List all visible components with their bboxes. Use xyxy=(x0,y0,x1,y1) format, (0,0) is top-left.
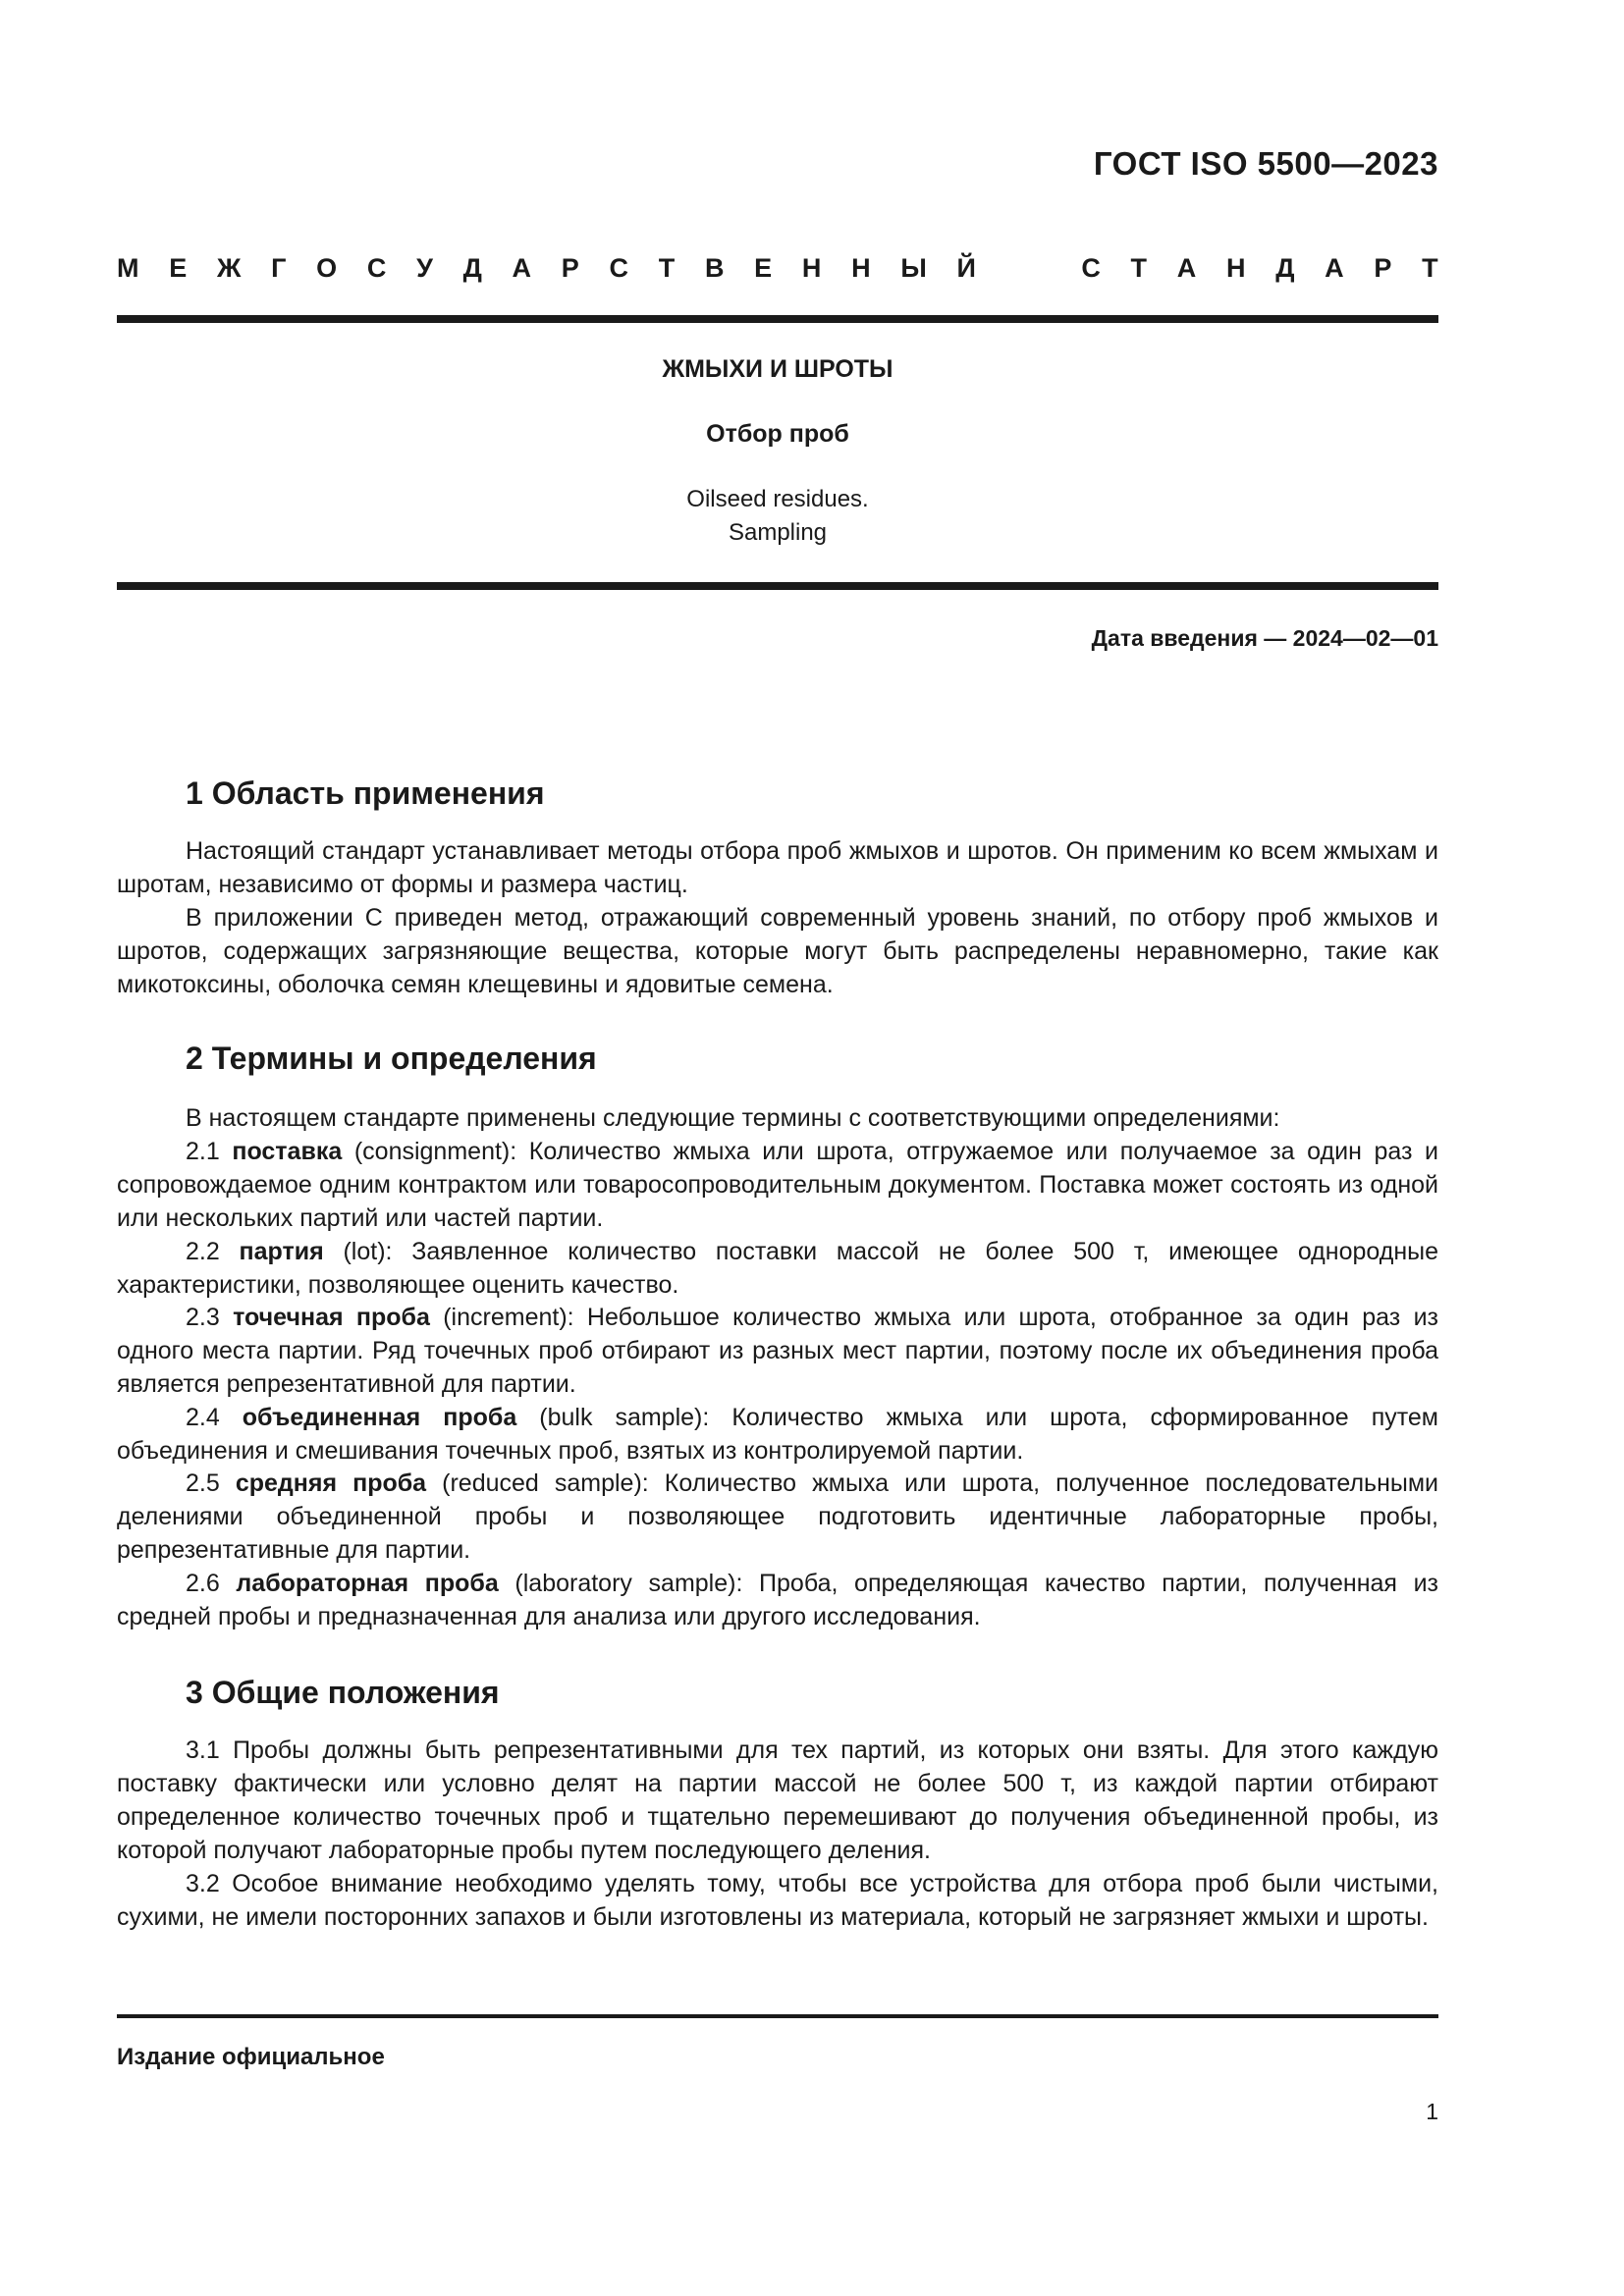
section-1-paragraph-2: В приложении С приведен метод, отражающий современный уровень знаний, по отбору проб жмыхов и шротов, содержащих загрязняющие вещества, которые могут быть распределены неравномерно, такие как микотоксины, оболочка семян клещевины и ядовитые семена. xyxy=(117,904,1438,998)
standard-type-letter: А xyxy=(1176,253,1197,283)
term-definition: (lot): Заявленное количество поставки массой не более 500 т, имеющее однородные характеристики, позволяющее оценить качество. xyxy=(117,1238,1439,1299)
standard-type-letter: Г xyxy=(271,253,287,283)
standard-type-letter: О xyxy=(316,253,338,283)
section-3-paragraph-2: 3.2 Особое внимание необходимо уделять тому, чтобы все устройства для отбора проб были чистыми, сухими, не имели посторонних запахов и были изготовлены из материала, который не загрязняет жмыхи и шроты. xyxy=(117,1870,1438,1931)
official-edition-label: Издание официальное xyxy=(117,2044,385,2070)
term-2-1 xyxy=(117,1135,1438,1235)
section-2-heading: 2 Термины и определения xyxy=(186,1041,597,1076)
standard-type-letter: Н xyxy=(801,253,822,283)
standard-type-letter: Е xyxy=(754,253,773,283)
section-3-heading: 3 Общие положения xyxy=(186,1675,500,1710)
english-title-line1: Oilseed residues. xyxy=(686,486,869,512)
term-number: 2.5 xyxy=(186,1469,236,1497)
standard-type-letter: М xyxy=(117,253,139,283)
section-3-paragraph-1: 3.1 Пробы должны быть репрезентативными для тех партий, из которых они взяты. Для этого каждую поставку фактически или условно делят на партии массой не более 500 т, из каждой партии отбирают определенное количество точечных проб и тщательно перемешивают до получения объединенной пробы, из которой получают лабораторные пробы путем последующего деления. xyxy=(117,1736,1438,1864)
english-title xyxy=(117,483,1438,550)
term-2-5 xyxy=(117,1467,1438,1567)
standard-type-letter: С xyxy=(1081,253,1101,283)
title-bottom-rule xyxy=(117,582,1438,590)
standard-type-letter: Й xyxy=(956,253,976,283)
standard-type-letter: Т xyxy=(1130,253,1148,283)
standard-type-letter: Т xyxy=(658,253,676,283)
section-2-intro: В настоящем стандарте применены следующие термины с соответствующими определениями: xyxy=(186,1104,1280,1132)
standard-type-letter: С xyxy=(609,253,628,283)
term-number: 2.1 xyxy=(186,1138,233,1165)
standard-type-letter: А xyxy=(1325,253,1344,283)
term-number: 2.6 xyxy=(186,1570,237,1597)
term-definition: (laboratory sample): Проба, определяющая качество партии, полученная из средней пробы и предназначенная для анализа или другого исследования. xyxy=(117,1570,1439,1630)
standard-type-letter: Н xyxy=(851,253,871,283)
standard-type-letter: Н xyxy=(1225,253,1246,283)
standard-type-letter: Р xyxy=(1374,253,1392,283)
standard-type-letter: Д xyxy=(462,253,482,283)
term-name: лабораторная проба xyxy=(236,1570,499,1597)
term-2-4 xyxy=(117,1401,1438,1468)
term-name: партия xyxy=(239,1238,324,1265)
document-title: ЖМЫХИ И ШРОТЫ xyxy=(662,355,893,383)
standard-type-letter: Д xyxy=(1275,253,1295,283)
term-2-6 xyxy=(117,1567,1438,1633)
standard-type-letter: У xyxy=(416,253,433,283)
term-name: средняя проба xyxy=(235,1469,427,1497)
term-number: 2.4 xyxy=(186,1404,243,1431)
section-1-paragraph-1: Настоящий стандарт устанавливает методы отбора проб жмыхов и шротов. Он применим ко всем жмыхам и шротам, независимо от формы и размера частиц. xyxy=(117,837,1438,898)
term-definition: (increment): Небольшое количество жмыха или шрота, отобранное за один раз из одного места партии. Ряд точечных проб отбирают из разных мест партии, поэтому после их объединения проба является репрезентативной для партии. xyxy=(117,1304,1438,1398)
term-number: 2.3 xyxy=(186,1304,234,1331)
word-gap xyxy=(1006,253,1052,284)
standard-number: ГОСТ ISO 5500—2023 xyxy=(1093,145,1438,182)
term-definition: (bulk sample): Количество жмыха или шрота, сформированное путем объединения и смешивания точечных проб, взятых из контролируемой партии. xyxy=(117,1404,1438,1465)
standard-type-spaced xyxy=(117,253,1438,284)
introduction-date: Дата введения — 2024—02—01 xyxy=(1091,625,1438,651)
standard-type-letter: Т xyxy=(1422,253,1438,283)
standard-type-letter: Е xyxy=(169,253,188,283)
page-number: 1 xyxy=(1426,2099,1438,2124)
term-number: 2.2 xyxy=(186,1238,240,1265)
term-name: точечная проба xyxy=(233,1304,430,1331)
term-definition: (reduced sample): Количество жмыха или шрота, полученное последовательными делениями объединенной пробы и позволяющее подготовить идентичные лабораторные пробы, репрезентативные для партии. xyxy=(117,1469,1438,1564)
term-definition: (consignment): Количество жмыха или шрота, отгружаемое или получаемое за один раз и сопровождаемое одним контрактом или товаросопроводительным документом. Поставка может состоять из одной или нескольких партий или частей партии. xyxy=(117,1138,1439,1232)
standard-type-letter: А xyxy=(512,253,532,283)
footer-rule xyxy=(117,2014,1438,2018)
document-subtitle: Отбор проб xyxy=(706,420,849,448)
standard-type-letter: С xyxy=(366,253,387,283)
term-2-3 xyxy=(117,1301,1438,1401)
term-name: поставка xyxy=(232,1138,343,1165)
section-1-heading: 1 Область применения xyxy=(186,775,545,811)
english-title-line2: Sampling xyxy=(728,519,828,546)
standard-type-letter: Р xyxy=(561,253,579,283)
top-rule xyxy=(117,315,1438,323)
term-name: объединенная проба xyxy=(242,1404,517,1431)
term-2-2 xyxy=(117,1235,1438,1302)
standard-type-letter: Ж xyxy=(216,253,242,283)
standard-type-letter: В xyxy=(704,253,725,283)
standard-type-letter: Ы xyxy=(900,253,927,283)
